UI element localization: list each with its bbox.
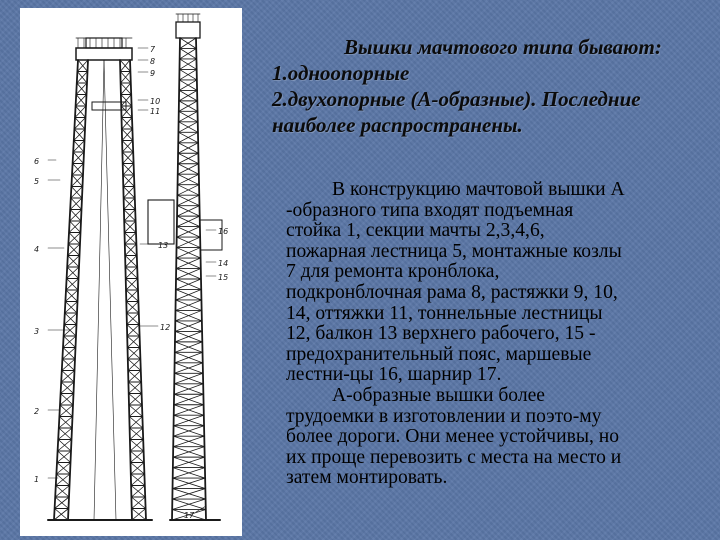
callout-label: 16	[218, 227, 229, 236]
text-line: В конструкцию мачтовой вышки А	[332, 179, 625, 200]
callout-label: 8	[150, 57, 156, 66]
text-line: более дороги. Они менее устойчивы, но	[286, 426, 620, 448]
body-text	[286, 180, 716, 489]
heading-line: наиболее распространены.	[272, 113, 523, 137]
callout-label: 10	[150, 97, 161, 106]
text-line: пожарная лестница 5, монтажные козлы	[286, 240, 622, 262]
callout-label: 1	[34, 475, 40, 484]
text-line: подкронблочная рама 8, растяжки 9, 10,	[286, 281, 618, 303]
heading-line: 1.одноопорные	[272, 61, 410, 85]
text-line: лестни-цы 16, шарнир 17.	[286, 364, 502, 386]
text-line: 14, оттяжки 11, тоннельные лестницы	[286, 302, 603, 324]
guy-line	[104, 60, 116, 520]
tower-drawing	[20, 8, 242, 536]
work-platform	[148, 200, 174, 244]
text-line: стойка 1, секции мачты 2,3,4,6,	[286, 220, 545, 242]
mast-crown	[176, 22, 200, 38]
callout-label: 7	[150, 45, 156, 54]
callout-label: 5	[34, 177, 40, 186]
heading-line: 2.двухопорные (А-образные). Последние	[272, 87, 641, 111]
callout-label: 14	[218, 259, 229, 268]
text-line: 12, балкон 13 верхнего рабочего, 15 -	[286, 323, 596, 345]
crown-block	[86, 38, 122, 48]
text-line: трудоемки в изготовлении и поэто-му	[286, 405, 602, 427]
callout-label: 6	[34, 157, 40, 166]
callout-label: 17	[184, 511, 195, 520]
text-line: предохранительный пояс, маршевые	[286, 343, 592, 365]
callout-label: 15	[218, 273, 229, 282]
callout-label: 9	[150, 69, 156, 78]
callout-label: 12	[160, 323, 171, 332]
text-line: А-образные вышки более	[332, 384, 546, 406]
text-line: затем монтировать.	[286, 467, 448, 489]
tower-diagram	[20, 8, 242, 536]
crown-platform	[76, 48, 132, 60]
callout-label: 13	[158, 241, 169, 250]
text-line: 7 для ремонта кронблока,	[286, 261, 500, 283]
heading	[272, 34, 712, 138]
guy-line	[94, 60, 104, 520]
callout-label: 4	[34, 245, 40, 254]
text-line: их проще перевозить с места на место и	[286, 446, 622, 468]
callout-label: 11	[150, 107, 161, 116]
paragraph	[286, 180, 716, 386]
paragraph	[286, 386, 716, 489]
callout-label: 3	[34, 327, 40, 336]
heading-line: Вышки мачтового типа бывают:	[344, 35, 662, 59]
callout-label: 2	[34, 407, 40, 416]
text-line: -образного типа входят подъемная	[286, 199, 574, 221]
